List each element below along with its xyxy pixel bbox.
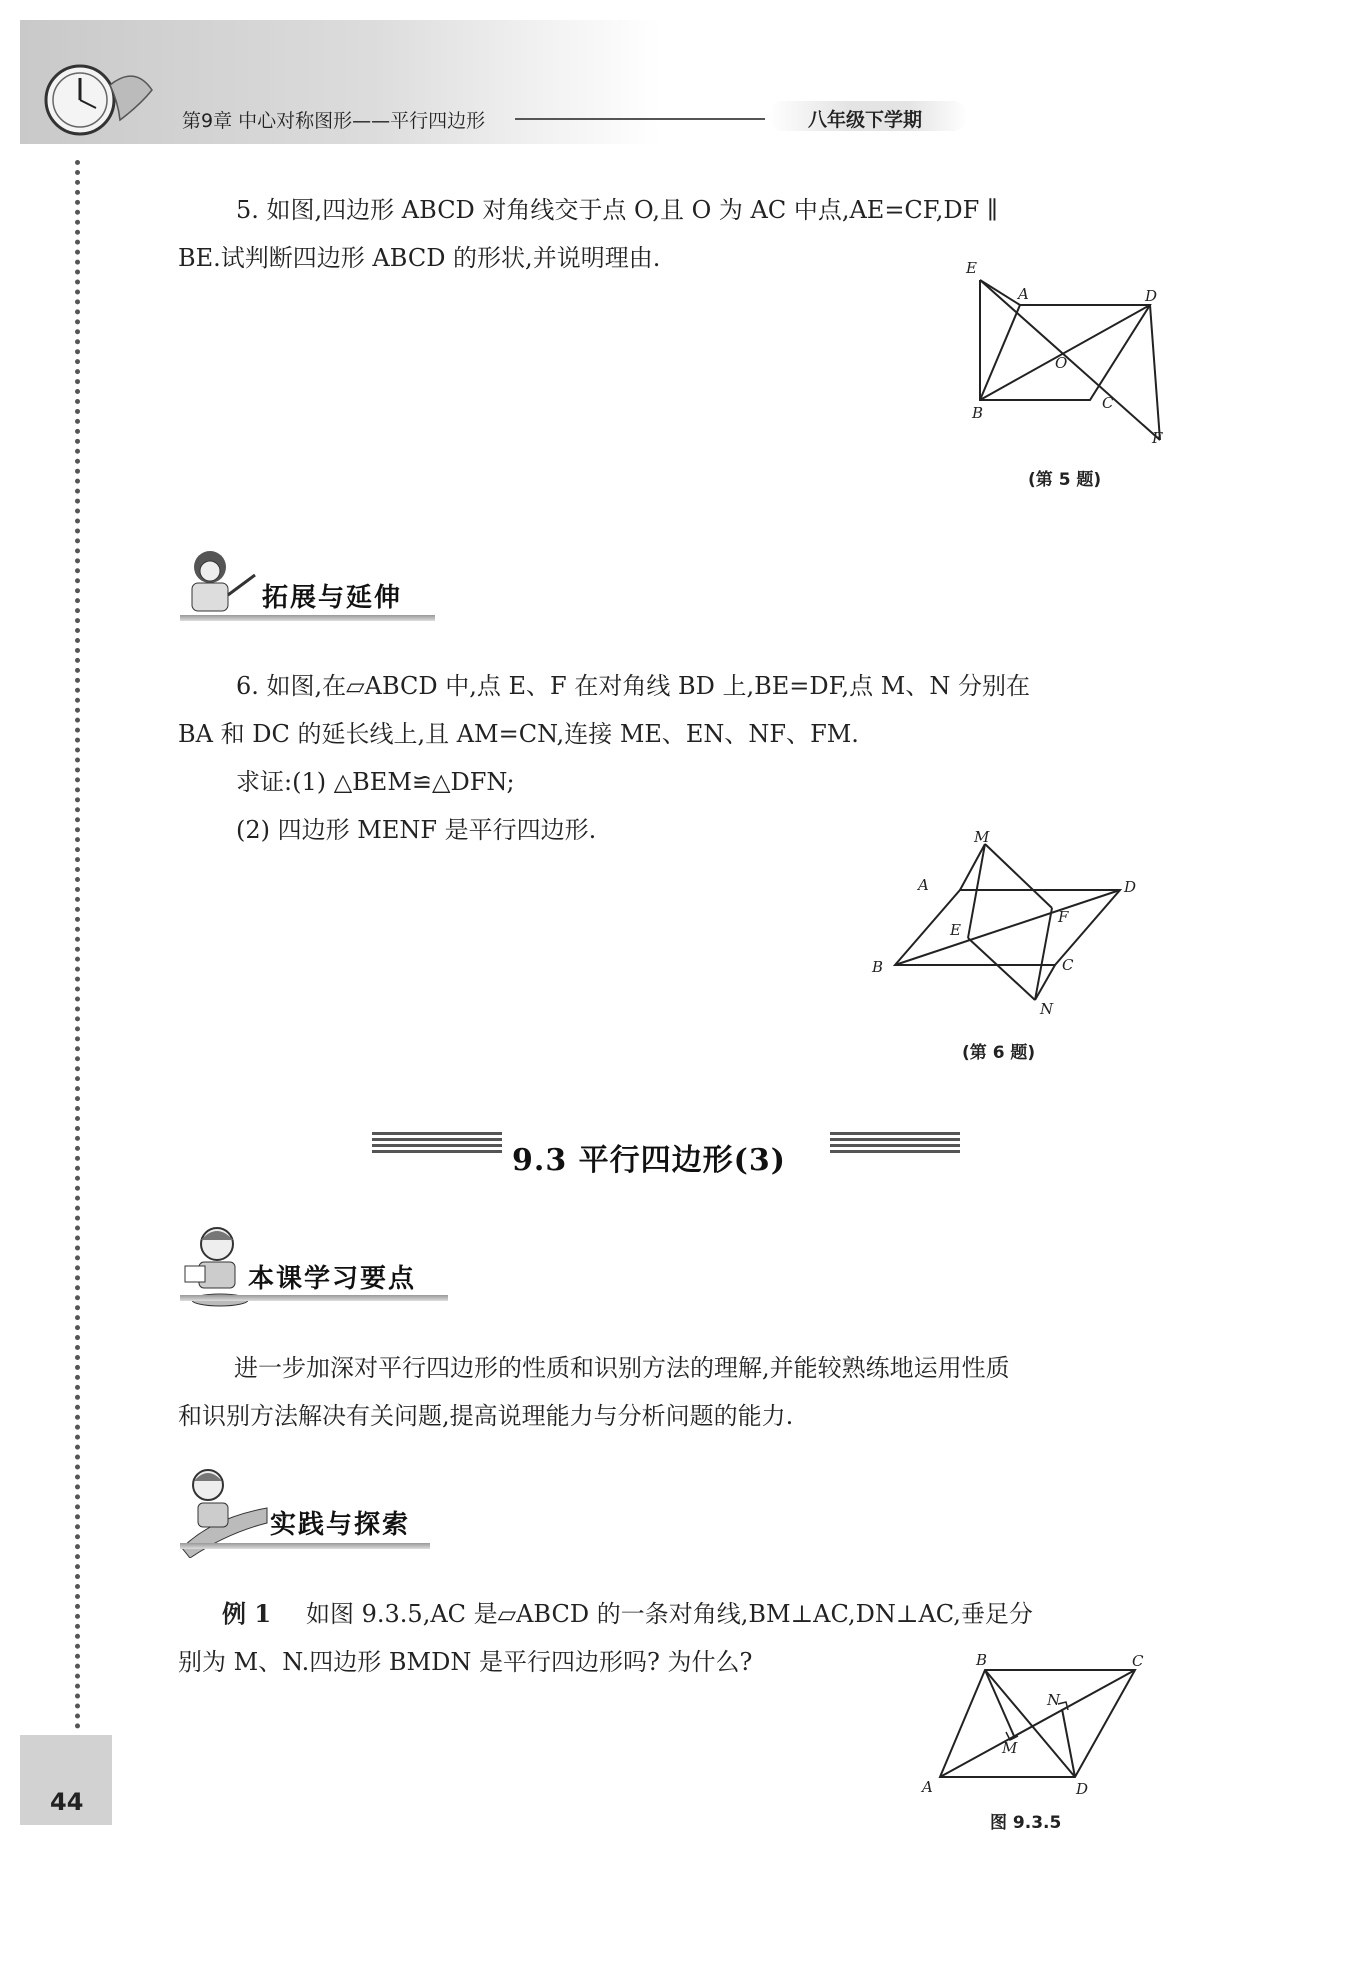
- header-rule: [515, 118, 765, 120]
- keypoints-line2: 和识别方法解决有关问题,提高说理能力与分析问题的能力.: [178, 1402, 794, 1430]
- label-O: O: [1055, 354, 1068, 372]
- keypoints-line1: 进一步加深对平行四边形的性质和识别方法的理解,并能较熟练地运用性质: [234, 1354, 1010, 1382]
- label-D: D: [1145, 287, 1158, 305]
- label-M: M: [1002, 1739, 1018, 1757]
- section-heading: 9.3 平行四边形(3): [512, 1143, 786, 1178]
- header-grade: 八年级下学期: [808, 109, 923, 131]
- figure-9-3-5-caption: 图 9.3.5: [990, 1813, 1062, 1833]
- problem6-line3: 求证:(1) △BEM≌△DFN;: [236, 768, 515, 796]
- section-practice-title: 实践与探索: [270, 1510, 411, 1540]
- section-keypoints-title: 本课学习要点: [248, 1264, 417, 1294]
- label-N: N: [1040, 1000, 1054, 1018]
- figure-problem5: [950, 255, 1190, 455]
- section-extend-title: 拓展与延伸: [262, 583, 403, 613]
- problem6-line1: 6. 如图,在▱ABCD 中,点 E、F 在对角线 BD 上,BE=DF,点 M、N 分别在: [236, 672, 1030, 700]
- teacher-icon: [180, 545, 260, 625]
- label-A: A: [918, 876, 929, 894]
- page-number: 44: [50, 1788, 84, 1816]
- practice-underline: [180, 1543, 430, 1549]
- label-D: D: [1076, 1780, 1089, 1798]
- example1-line2: 别为 M、N.四边形 BMDN 是平行四边形吗? 为什么?: [178, 1648, 753, 1676]
- heading-stripes-left: [372, 1132, 502, 1156]
- figure-problem6: [860, 830, 1150, 1020]
- problem5-line1: 5. 如图,四边形 ABCD 对角线交于点 O,且 O 为 AC 中点,AE=CF,DF ∥: [236, 196, 998, 224]
- label-E: E: [950, 921, 961, 939]
- example1-label: 例 1: [222, 1599, 272, 1628]
- margin-dots: [75, 160, 80, 1730]
- label-A: A: [922, 1778, 933, 1796]
- label-B: B: [976, 1652, 988, 1669]
- problem5-line2: BE.试判断四边形 ABCD 的形状,并说明理由.: [178, 244, 661, 272]
- header-chapter: 第9章 中心对称图形——平行四边形: [182, 110, 486, 132]
- label-M: M: [974, 830, 990, 846]
- heading-stripes-right: [830, 1132, 960, 1156]
- label-A: A: [1018, 285, 1029, 303]
- problem6-line2: BA 和 DC 的延长线上,且 AM=CN,连接 ME、EN、NF、FM.: [178, 720, 859, 748]
- label-B: B: [872, 958, 884, 976]
- problem6-line4: (2) 四边形 MENF 是平行四边形.: [236, 816, 597, 844]
- label-C: C: [1062, 956, 1074, 974]
- extend-underline: [180, 615, 435, 621]
- keypoints-underline: [180, 1295, 448, 1301]
- label-B: B: [972, 404, 984, 422]
- label-F: F: [1152, 429, 1163, 447]
- example1-line1: 如图 9.3.5,AC 是▱ABCD 的一条对角线,BM⊥AC,DN⊥AC,垂足分: [306, 1600, 1033, 1628]
- figure-9-3-5: [910, 1652, 1150, 1802]
- label-D: D: [1124, 878, 1137, 896]
- problem5-caption: (第 5 题): [1028, 470, 1102, 490]
- label-C: C: [1132, 1652, 1144, 1670]
- label-F: F: [1058, 908, 1069, 926]
- label-N: N: [1047, 1691, 1061, 1709]
- clock-logo-icon: [40, 60, 160, 140]
- problem6-caption: (第 6 题): [962, 1043, 1036, 1063]
- label-C: C: [1102, 394, 1114, 412]
- label-E: E: [966, 259, 977, 277]
